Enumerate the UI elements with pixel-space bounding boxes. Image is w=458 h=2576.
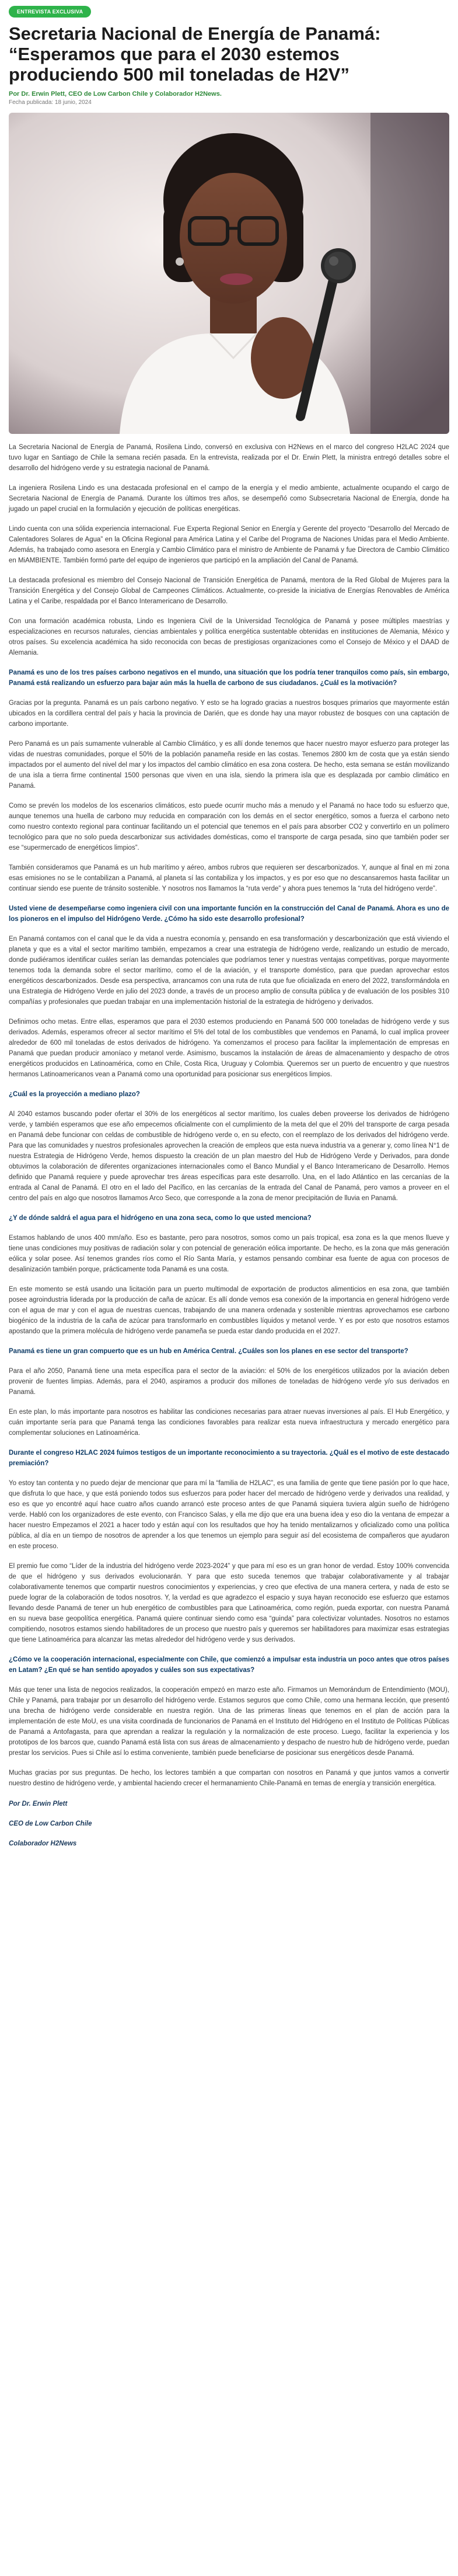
speaker-photo	[9, 113, 449, 434]
article-paragraph: Más que tener una lista de negocios realizados, la cooperación empezó en marzo este año. Firmamos un Memorándum de Entendimiento (MOU), Chile y Panamá, para trabajar por un desarrollo del hidrógeno verde. Estamos seguros que como Chile, como una hermana lección, que presentó una brecha de hidrógeno verde considerable en nuestra región. Una de las primeras líneas que tenemos en el plan de acción para la implementación de este MoU, es una visita coordinada de funcionarios de Panamá en el Instituto del Hidrógeno en el Instituto de Políticas Públicas de Panamá a Antofagasta, para que aprendan a realizar la regulación y la normalización de este proceso. Luego, facilitar la experiencia y los prototipos de los barcos que, cuando Panamá está lista con sus áreas de almacenamiento y despacho de nuestro hub de hidrógeno verde, puedan prestar los servicios. Pues si Chile así lo estima conveniente, también puede beneficiarse de posicionar sus energéticos desde Panamá.	[9, 1687, 449, 1757]
article-paragraph: Como se prevén los modelos de los escenarios climáticos, esto puede ocurrir mucho más a menudo y el Panamá no hace todo su esfuerzo que, aunque tenemos una huella de carbono muy reducida en comparación con los demás en el sector energético, somos a fuerza el carbono neto como nuestro contexto regional para continuar facilitando un el potencial que tenemos en el país para absorber CO2 y convertirlo en un polímero tecnológico para que no solo pueda descarbonizar sus actividades domésticas, como el transporte de carga pesada, sino que también poder ser ese “supermercado de energéticos limpios”.	[9, 802, 449, 851]
article-paragraph: La destacada profesional es miembro del Consejo Nacional de Transición Energética de Panamá, mentora de la Red Global de Mujeres para la Transición Energética y del Consejo Global de Campeones Climáticos. Actualmente, co-preside la iniciativa de Energías Renovables de América Latina y el Caribe, respaldada por el Banco Interamericano de Desarrollo.	[9, 577, 449, 605]
signature-collab: Colaborador H2News	[9, 1840, 77, 1847]
author-byline[interactable]: Por Dr. Erwin Plett, CEO de Low Carbon Chile y Colaborador H2News.	[9, 91, 222, 98]
exclusive-badge[interactable]: ENTREVISTA EXCLUSIVA	[9, 6, 91, 18]
signature-role: CEO de Low Carbon Chile	[9, 1820, 92, 1827]
article	[9, 0, 449, 1869]
hero-image	[9, 113, 449, 434]
article-body	[9, 442, 449, 1789]
article-paragraph: Pero Panamá es un país sumamente vulnerable al Cambio Climático, y es allí donde tenemos que hacer nuestro mayor esfuerzo para proteger las vidas de nuestras comunidades, porque el 50% de la población panameña reside en las costas. Tenemos 2800 km de costa que ya están siendo impactados por el aumento del nivel del mar y los impactos del cambio climático en esa zona costera. De hecho, esta semana se están movilizando de una isla a tierra firme continental 1500 personas que viven en una isla, siendo la primera isla que es desplazada por cambio climático en Panamá.	[9, 741, 449, 790]
article-title: Secretaria Nacional de Energía de Panamá: “Esperamos que para el 2030 estemos produciendo 500 mil toneladas de H2V”	[9, 23, 381, 85]
article-paragraph: Estamos hablando de unos 400 mm/año. Eso es bastante, pero para nosotros, somos como un país tropical, esa zona es la que menos llueve y tiene unas condiciones muy positivas de radiación solar y con potencial de generación eólica importante. De hecho, es la zona que más generación eólica y solar posee. Así tenemos grandes ríos como el Río Santa María, y estamos pensando combinar esa fuente de agua con procesos de desalinización también porque, prácticamente toda Panamá es una costa.	[9, 1235, 449, 1273]
article-paragraph: El premio fue como “Líder de la industria del hidrógeno verde 2023-2024” y que para mí eso es un gran honor de verdad. Estoy 100% convencida de que el hidrógeno y sus derivados evolucionarán. Y para que esto suceda tenemos que trabajar colaborativamente y al trabajar colaborativamente tenemos que compartir nuestros conocimientos y experiencias, y creo que efectiva de una manera certera, y nada de esto se puede lograr de la colaboración de todos nosotros. Y, la verdad es que agradezco el espacio y suya hayan reconocido ese esfuerzo que estamos llevando desde Panamá de tener un hub energético de combustibles para que Latinoamérica, como región, pueda exportar, con nuestra Panamá en su nueva base geopolítica energética. Panamá quiere continuar siendo como esa “guinda” para colectivizar voluntades. Nosotros no estamos compitiendo, nosotros estamos siendo habilitadores de un proceso que nuestro país y queremos ser habilitadores para maximizar esas estrategias que tiene Latinoamérica para alcanzar las metas alrededor del hidrógeno verde y sus derivados.	[9, 1563, 449, 1643]
interview-question: Panamá es tiene un gran compuerto que es un hub en América Central. ¿Cuáles son los planes en ese sector del transporte?	[9, 1348, 408, 1355]
article-paragraph: La Secretaria Nacional de Energía de Panamá, Rosilena Lindo, conversó en exclusiva con H2News en el marco del congreso H2LAC 2024 que tuvo lugar en Santiago de Chile la semana recién pasada. En la entrevista, realizada por el Dr. Erwin Plett, la ministra entregó detalles sobre el desarrollo del hidrógeno verde y su estrategia nacional de Panamá.	[9, 444, 449, 472]
article-paragraph: Definimos ocho metas. Entre ellas, esperamos que para el 2030 estemos produciendo en Panamá 500 000 toneladas de hidrógeno verde y sus derivados. Además, esperamos ofrecer al sector marítimo el 5% del total de los combustibles que vendemos en Panamá, lo cual implica proveer alrededor de 600 mil toneladas de estos derivados de hidrógeno. Ya comenzamos el proceso para facilitar la implementación de empresas en Panamá que puedan producir amoníaco y metanol verde. Asimismo, buscamos la instalación de áreas de almacenamiento y despacho de otros energéticos producidos en Latinoamérica, como en Chile, Costa Rica, Uruguay y Colombia. Queremos ser un puerto de encuentro y que nuestros hermanos Latinoamericanos vean a Panamá como una oportunidad para posicionar sus energéticos limpios.	[9, 1018, 449, 1078]
article-paragraph: También consideramos que Panamá es un hub marítimo y aéreo, ambos rubros que requieren ser descarbonizados. Y, aunque al final en mi zona esas emisiones no se le contabilizan a Panamá, al planeta sí las contabiliza y los impactos, y es por eso que no descansaremos hasta facilitar un continuar siendo ese puente de tránsito sostenible. Y nosotros nos llamamos la “ruta verde” y ahora pues tenemos la “ruta del hidrógeno verde”.	[9, 864, 449, 892]
article-paragraph: Para el año 2050, Panamá tiene una meta específica para el sector de la aviación: el 50% de los energéticos utilizados por la aviación deben provenir de fuentes limpias. Además, para el 2040, aspiramos a producir dos millones de toneladas de hidrógeno verde y/o sus derivados en Panamá.	[9, 1368, 449, 1396]
article-paragraph: Al 2040 estamos buscando poder ofertar el 30% de los energéticos al sector marítimo, los cuales deben proveerse los derivados de hidrógeno verde, y también esperamos que ese año empecemos oficialmente con el cumplimiento de la meta del que el 20% del transporte de carga pesada en Panamá debe funcionar con celdas de combustible de hidrógeno verde o, en su efecto, con el reemplazo de los derivados del hidrógeno verde. Para que las comunidades y nuestros profesionales aprovechen la creación de empleos que esta nueva industria va a generar y, como línea N°1 de nuestra Estrategia de Hidrógeno Verde, hemos dispuesto la creación de un plan maestro del Hub de Hidrógeno Verde y Derivados, para donde obtuvimos la colaboración de diferentes organizaciones internacionales como el Banco Mundial y el Banco Interamericano de Desarrollo. Hemos definido que Panamá requiere y puede aprovechar tres áreas específicas para este desarrollo. Una, en el lado Atlántico en las cercanías de la entrada al Canal de Panamá. El otro en el lado del Pacífico, en las cercanías de la entrada del Canal de Panamá, pero vamos a proveer en el centro del país en algo que nosotros llamamos Arco Seco, que corresponde a la zona de menor precipitación de lluvia en Panamá.	[9, 1111, 449, 1202]
interview-question: ¿Y de dónde saldrá el agua para el hidrógeno en una zona seca, como lo que usted menciona?	[9, 1215, 312, 1222]
article-paragraph: Lindo cuenta con una sólida experiencia internacional. Fue Experta Regional Senior en Energía y Gerente del proyecto “Desarrollo del Mercado de Calentadores Solares de Agua” en la Oficina Regional para América Latina y el Caribe del Programa de Naciones Unidas para el Medio Ambiente. Además, ha trabajado como asesora en Energía y Cambio Climático para el ministro de Ambiente de Panamá y fue Directora de Cambio Climático en MiAMBIENTE. También formó parte del equipo de ingenieros que participó en la ampliación del Canal de Panamá.	[9, 526, 449, 564]
signature-block	[9, 1798, 449, 1850]
interview-question: ¿Cómo ve la cooperación internacional, especialmente con Chile, que comienzó a impulsar esta industria un poco antes que otros países en Latam? ¿En qué se han sentido apoyados y cuáles son sus expectativas?	[9, 1656, 449, 1674]
article-paragraph: En este plan, lo más importante para nosotros es habilitar las condiciones necesarias para atraer nuevas inversiones al país. El Hub Energético, y cuán importante sería para que Panamá tenga las condiciones favorables para realizar esta nueva infraestructura y mercado energético para complementar soluciones en Latinoamérica.	[9, 1409, 449, 1437]
article-paragraph: En este momento se está usando una licitación para un puerto multimodal de exportación de productos alimenticios en esa zona, que también posee agroindustria liderada por la producción de caña de azúcar. Es allí donde vemos esa conexión de la importancia en general hidrógeno verde con el agua de mar y con el agua de nuestras cuencas, trabajando de una manera ordenada y sostenible mientras aprovechamos ese carbono biogénico de la industria de la caña de azúcar para transformarlo en combustibles líquidos y metanol verde. Y es por esto que nosotros estamos apostando que la primera molécula de hidrógeno verde panameña se pueda estar dando producida en el 2027.	[9, 1286, 449, 1335]
article-paragraph: Muchas gracias por sus preguntas. De hecho, los lectores también a que compartan con nosotros en Panamá y que juntos vamos a convertir nuestro destino de hidrógeno verde, y ambiental haciendo crecer el hermanamiento Chile-Panamá en temas de energía y transición energética.	[9, 1770, 449, 1787]
article-paragraph: La ingeniera Rosilena Lindo es una destacada profesional en el campo de la energía y el medio ambiente, actualmente ocupando el cargo de Secretaria Nacional de Energía de Panamá. Durante los últimos tres años, se desempeñó como Subsecretaria Nacional de Energía, donde ha jugado un papel crucial en la formulación y ejecución de políticas energéticas.	[9, 485, 449, 513]
article-paragraph: Con una formación académica robusta, Lindo es Ingeniera Civil de la Universidad Tecnológica de Panamá y posee múltiples maestrías y especializaciones en recursos naturales, ciencias ambientales y política energética sustentable obtenidas en instituciones de Alemania, México y otros países. Su excelencia académica ha sido reconocida con becas de prestigiosas organizaciones como el Consejo de México y el DAAD de Alemania.	[9, 618, 449, 656]
article-paragraph: En Panamá contamos con el canal que le da vida a nuestra economía y, pensando en esa transformación y descarbonización que está viviendo el planeta y que es a vital el sector marítimo también, empezamos a crear una estrategia de hidrógeno verde, realizando un estudio de mercado, donde pudiéramos identificar cuáles serían las demandas potenciales que podríamos tener y nuestras ventajas competitivas, porque mayormente tenemos toda la demanda sobre el sector marítimo, como el de la aviación, y el transporte doméstico, para que puedan aprovechar estos energéticos descarbonizados. Desde esa perspectiva, arrancamos con una ruta de ruta que fue oficializada en enero del 2022, transformándola en una Estrategia de Hidrógeno Verde en julio del 2023 donde, a través de un proceso amplio de consulta pública y de evaluación de los posibles 310 compañías y profesionales que puedan trabajar en una implementación historial de la estrategia de hidrógeno y derivados.	[9, 936, 449, 1006]
signature-name: Por Dr. Erwin Plett	[9, 1800, 68, 1807]
interview-question: Panamá es uno de los tres países carbono negativos en el mundo, una situación que los podría tener tranquilos como país, sin embargo, Panamá está realizando un esfuerzo para bajar aún más la huella de carbono de sus ciudadanos. ¿Cuál es la motivación?	[9, 669, 449, 687]
article-paragraph: Gracias por la pregunta. Panamá es un país carbono negativo. Y esto se ha logrado gracias a nuestros bosques primarios que mayormente están ubicados en la cordillera central del país y hacia la provincia de Darién, que es donde hay una mayor robustez de bosques con una captación de carbono importante.	[9, 700, 449, 728]
article-paragraph: Yo estoy tan contenta y no puedo dejar de mencionar que para mí la “familia de H2LAC”, es una familia de gente que tiene pasión por lo que hace, que disfruta lo que hace, y que está poniendo todos sus esfuerzos para poder hacer del mercado de hidrógeno verde y derivados una realidad, y eso es que yo encontré aquí hace cuatro años cuando arrancó este proceso antes de que Panamá siquiera tuviera algún sueño de hidrógeno verde. Habló con los organizadores de este evento, con Francisco Salas, y ella me dijo que era una buena idea y eso dio la ventana de empezar a hacer nuestro Empezamos el 2021 a hacer todo y están aquí con los resultados que hoy ha tenido mentalizarnos y oficializado como una política pública, al día en un tiempo de nosotros de aprender a los que tenemos un ejemplo para seguir así del ecosistema de compañeros que ayudaron en este proceso.	[9, 1480, 449, 1550]
interview-question: Usted viene de desempeñarse como ingeniera civil con una importante función en la construcción del Canal de Panamá. Ahora es uno de los pioneros en el impulso del Hidrógeno Verde. ¿Cómo ha sido este desarrollo profesional?	[9, 905, 449, 923]
publish-date: Fecha publicada: 18 junio, 2024	[9, 99, 92, 106]
interview-question: ¿Cuál es la proyección a mediano plazo?	[9, 1091, 140, 1098]
interview-question: Durante el congreso H2LAC 2024 fuimos testigos de un importante reconocimiento a su trayectoria. ¿Quál es el motivo de este destacado premiación?	[9, 1449, 449, 1467]
